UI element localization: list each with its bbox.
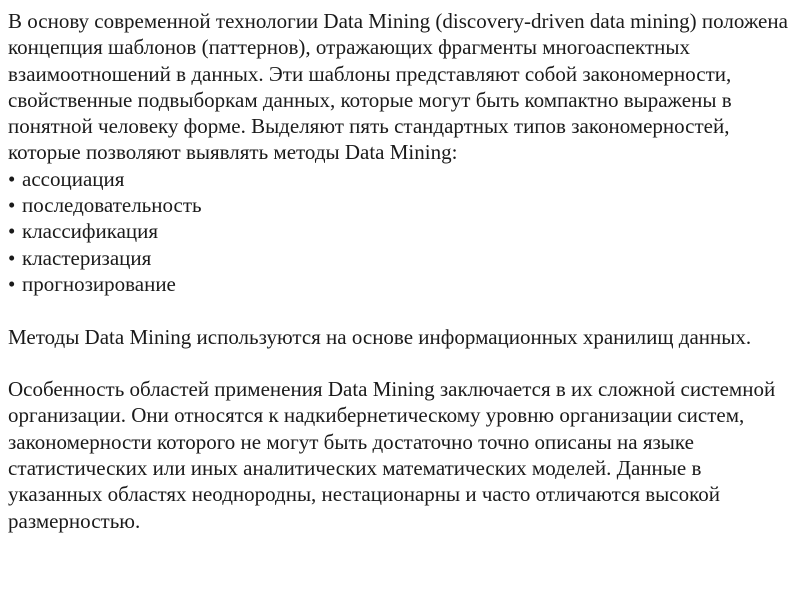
pattern-types-list	[8, 166, 792, 297]
methods-paragraph: Методы Data Mining используются на основе информационных хранилищ данных.	[8, 324, 752, 349]
list-item-label: классификация	[22, 219, 159, 244]
bullet-icon: •	[8, 166, 16, 191]
paragraph-spacer	[8, 350, 792, 376]
list-item	[8, 245, 792, 271]
list-item-label: ассоциация	[22, 166, 125, 191]
intro-paragraph: В основу современной технологии Data Mining (discovery-driven data mining) положена концепция шаблонов (паттернов), отражающих фрагменты многоаспектных взаимоотношений в данных. Эти шаблоны представляют собой закономерности, свойственные подвыборкам данных, которые могут быть компактно выражены в понятной человеку форме. Выделяют пять стандартных типов закономерностей, которые позволяют выявлять методы Data Mining:	[8, 9, 788, 165]
bullet-icon: •	[8, 193, 16, 218]
document-body	[8, 8, 792, 534]
bullet-icon: •	[8, 219, 16, 244]
bullet-icon: •	[8, 245, 16, 270]
list-item	[8, 192, 792, 218]
list-item	[8, 271, 792, 297]
paragraph-spacer	[8, 297, 792, 323]
bullet-icon: •	[8, 271, 16, 296]
list-item	[8, 218, 792, 244]
list-item-label: прогнозирование	[22, 271, 176, 296]
features-paragraph: Особенность областей применения Data Mining заключается в их сложной системной организации. Они относятся к надкибернетическому уровню организации систем, закономерности которого не могут быть достаточно точно описаны на языке статистических или иных аналитических математических моделей. Данные в указанных областях неоднородны, нестационарны и часто отличаются высокой размерностью.	[8, 377, 776, 533]
list-item-label: кластеризация	[22, 245, 152, 270]
list-item	[8, 166, 792, 192]
list-item-label: последовательность	[22, 193, 202, 218]
